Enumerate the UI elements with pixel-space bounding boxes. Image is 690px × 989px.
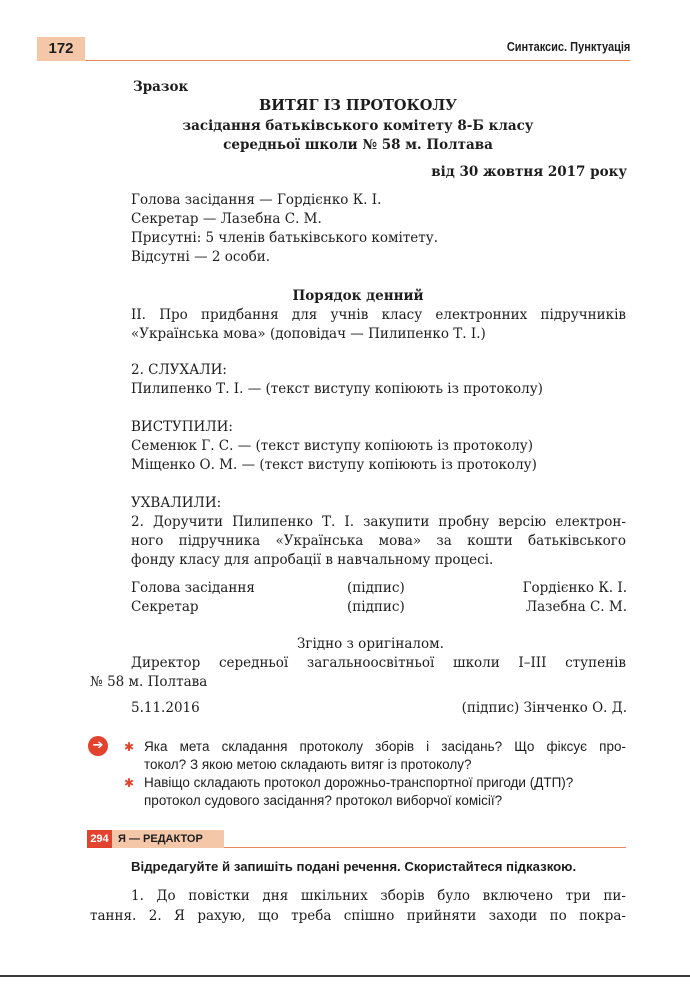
question-line: Яка мета складання протоколу зборів і засідань? Що фіксує про- bbox=[144, 739, 626, 754]
attendee-line: Присутні: 5 членів батьківського комітету. bbox=[131, 230, 438, 246]
attendee-line: Голова засідання — Гордієнко К. І. bbox=[131, 192, 382, 208]
heard-label: 2. СЛУХАЛИ: bbox=[131, 362, 227, 378]
director-line: № 58 м. Полтава bbox=[90, 674, 208, 690]
exercise-instruction: Відредагуйте й запишіть подані речення. Скористайтеся підказкою. bbox=[131, 859, 577, 874]
exercise-rule bbox=[224, 847, 626, 848]
certified-note: Згідно з оригіналом. bbox=[297, 636, 444, 652]
question-line: Навіщо складають протокол дорожньо-транспортної пригоди (ДТП)? bbox=[144, 775, 574, 790]
exercise-text-line: тання. 2. Я рахую, що треба спішно прийняти заходи по покра- bbox=[90, 908, 626, 924]
signature-role: Голова засідання bbox=[131, 580, 255, 596]
asterisk-bullet-icon: ✱ bbox=[124, 776, 135, 790]
agenda-title: Порядок денний bbox=[292, 288, 424, 304]
resolved-line: 2. Доручити Пилипенко Т. І. закупити пробну версію електрон- bbox=[131, 514, 626, 530]
document-date: від 30 жовтня 2017 року bbox=[431, 164, 627, 180]
exercise-heading: Я — РЕДАКТОР bbox=[112, 830, 224, 848]
exercise-number: 294 bbox=[87, 830, 112, 848]
asterisk-bullet-icon: ✱ bbox=[124, 740, 135, 754]
question-line: токол? З якою метою складають витяг із протоколу? bbox=[144, 757, 472, 772]
signature-name: Лазебна С. М. bbox=[525, 599, 627, 615]
sample-label: Зразок bbox=[133, 79, 189, 95]
header-rule bbox=[85, 60, 630, 61]
heard-line: Пилипенко Т. І. — (текст виступу копіюють із протоколу) bbox=[131, 381, 543, 397]
attendee-line: Секретар — Лазебна С. М. bbox=[131, 211, 322, 227]
director-line: Директор середньої загальноосвітньої школи І–ІІІ ступенів bbox=[131, 655, 626, 671]
cert-date: 5.11.2016 bbox=[131, 700, 200, 716]
spoke-line: Міщенко О. М. — (текст виступу копіюють із протоколу) bbox=[131, 457, 537, 473]
resolved-line: фонду класу для апробації в навчальному процесі. bbox=[131, 552, 494, 568]
signature-role: Секретар bbox=[131, 599, 199, 615]
signature-sign: (підпис) bbox=[347, 580, 405, 596]
agenda-line: «Українська мова» (доповідач — Пилипенко Т. І.) bbox=[131, 326, 486, 342]
document-title: ВИТЯГ ІЗ ПРОТОКОЛУ bbox=[259, 97, 457, 114]
document-subtitle-2: середньої школи № 58 м. Полтава bbox=[223, 137, 493, 153]
cert-signature: (підпис) Зінченко О. Д. bbox=[461, 700, 627, 716]
page-number: 172 bbox=[37, 37, 85, 61]
arrow-right-icon: ➔ bbox=[88, 736, 108, 756]
spoke-line: Семенюк Г. С. — (текст виступу копіюють із протоколу) bbox=[131, 438, 533, 454]
resolved-line: ного підручника «Українська мова» за кошти батьківського bbox=[131, 533, 626, 549]
agenda-line: ІІ. Про придбання для учнів класу електронних підручників bbox=[131, 307, 626, 323]
exercise-text-line: 1. До повістки дня шкільних зборів було включено три пи- bbox=[131, 888, 626, 904]
question-line: протокол судового засідання? протокол виборчої комісії? bbox=[144, 793, 503, 808]
document-subtitle-1: засідання батьківського комітету 8-Б класу bbox=[182, 118, 534, 134]
resolved-label: УХВАЛИЛИ: bbox=[131, 495, 222, 511]
bottom-rule bbox=[0, 975, 690, 977]
signature-sign: (підпис) bbox=[347, 599, 405, 615]
signature-name: Гордієнко К. І. bbox=[522, 580, 627, 596]
spoke-label: ВИСТУПИЛИ: bbox=[131, 419, 233, 435]
running-head: Синтаксис. Пунктуація bbox=[506, 40, 630, 54]
attendee-line: Відсутні — 2 особи. bbox=[131, 249, 271, 265]
